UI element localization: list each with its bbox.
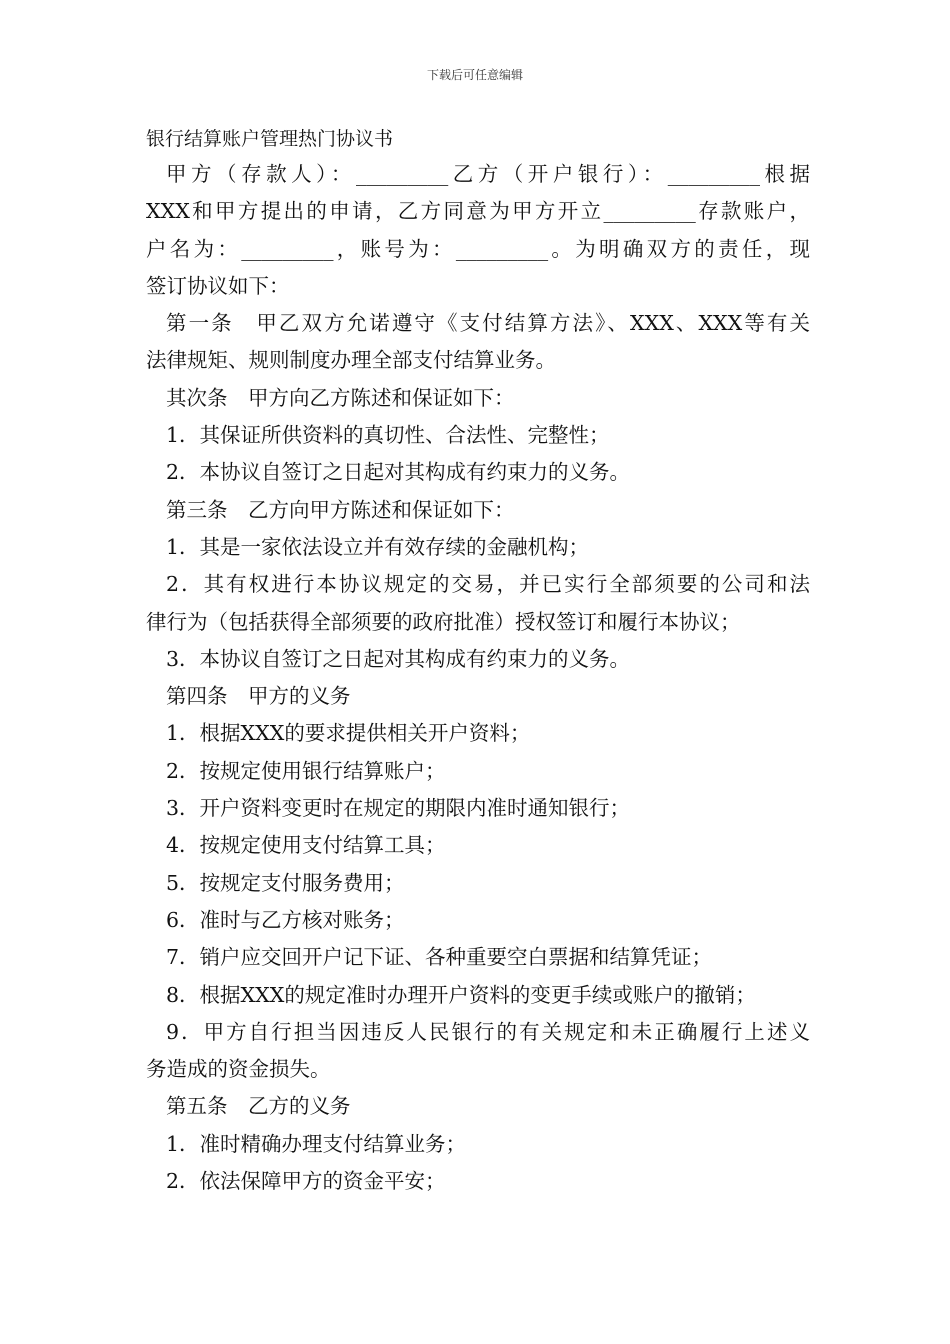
list-item: 2．其有权进行本协议规定的交易，并已实行全部须要的公司和法 <box>166 572 810 597</box>
paragraph-line: 户名为：_________，账号为：_________。为明确双方的责任，现 <box>146 236 810 261</box>
header-note: 下载后可任意编辑 <box>426 68 523 82</box>
paragraph-line: XXX和甲方提出的申请，乙方同意为甲方开立_________存款账户， <box>146 199 810 224</box>
list-item: 2．按规定使用银行结算账户； <box>166 758 446 783</box>
list-item: 4．按规定使用支付结算工具； <box>166 833 446 858</box>
list-item: 6．准时与乙方核对账务； <box>166 907 405 932</box>
list-item-continuation: 务造成的资金损失。 <box>146 1057 331 1082</box>
list-item: 3．本协议自签订之日起对其构成有约束力的义务。 <box>166 646 631 671</box>
list-item: 7．销户应交回开户记下证、各种重要空白票据和结算凭证； <box>166 945 713 970</box>
list-item: 9．甲方自行担当因违反人民银行的有关规定和未正确履行上述义 <box>166 1019 810 1044</box>
list-item: 1．其是一家依法设立并有效存续的金融机构； <box>166 534 590 559</box>
paragraph-line: 签订协议如下： <box>146 273 290 298</box>
list-item: 1．根据XXX的要求提供相关开户资料； <box>166 721 531 746</box>
article-heading: 第五条 乙方的义务 <box>166 1094 351 1119</box>
article-heading: 第四条 甲方的义务 <box>166 684 351 709</box>
list-item: 5．按规定支付服务费用； <box>166 870 405 895</box>
article-heading: 第三条 乙方向甲方陈述和保证如下： <box>166 497 515 522</box>
list-item: 3．开户资料变更时在规定的期限内准时通知银行； <box>166 796 631 821</box>
article-heading: 第一条 甲乙双方允诺遵守《支付结算方法》、XXX、XXX等有关 <box>166 311 810 336</box>
list-item: 1．准时精确办理支付结算业务； <box>166 1131 467 1156</box>
list-item: 2．依法保障甲方的资金平安； <box>166 1169 446 1194</box>
paragraph-line: 法律规矩、规则制度办理全部支付结算业务。 <box>146 348 556 373</box>
list-item: 8．根据XXX的规定准时办理开户资料的变更手续或账户的撤销； <box>166 982 756 1007</box>
paragraph-line: 甲方（存款人）：_________乙方（开户银行）：_________根据 <box>166 162 810 186</box>
list-item-continuation: 律行为（包括获得全部须要的政府批准）授权签订和履行本协议； <box>146 609 741 634</box>
list-item: 2．本协议自签订之日起对其构成有约束力的义务。 <box>166 460 631 485</box>
document-title: 银行结算账户管理热门协议书 <box>146 128 394 150</box>
article-heading: 其次条 甲方向乙方陈述和保证如下： <box>166 385 515 410</box>
list-item: 1．其保证所供资料的真切性、合法性、完整性； <box>166 423 610 448</box>
document-body <box>146 122 810 1200</box>
